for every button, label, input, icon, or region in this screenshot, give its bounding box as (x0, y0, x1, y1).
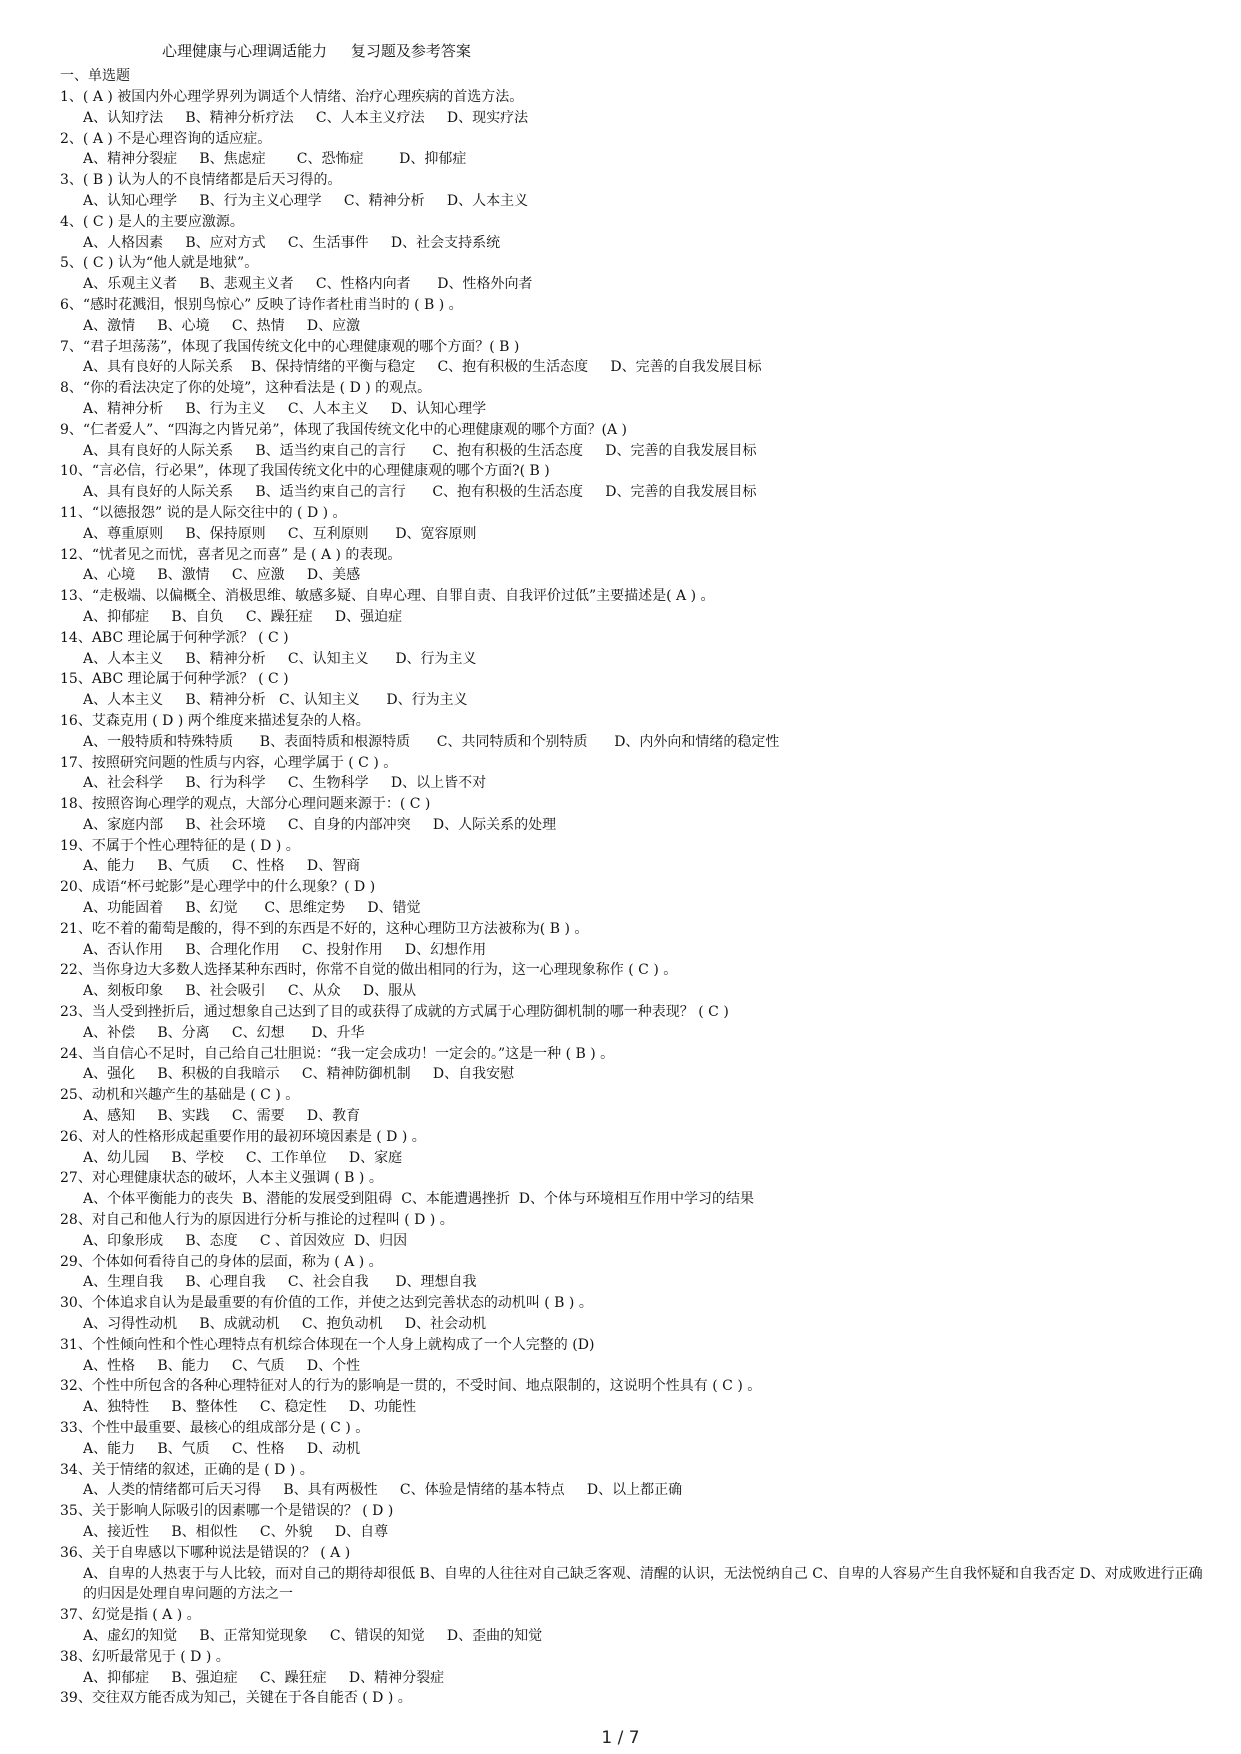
question-text: 36、关于自卑感以下哪种说法是错误的？ ( A ) (60, 1544, 351, 1561)
question-text: 20、成语“杯弓蛇影”是心理学中的什么现象？( D ) (60, 879, 376, 896)
question-text: 31、个性倾向性和个性心理特点有机综合体现在一个人身上就构成了一个人完整的 (D) (60, 1336, 595, 1353)
question-item (60, 1293, 1210, 1335)
question-item (60, 420, 1210, 462)
answer-options: A、抑郁症 B、自负 C、躁狂症 D、强迫症 (83, 608, 403, 625)
question-text: 32、个性中所包含的各种心理特征对人的行为的影响是一贯的，不受时间、地点限制的，这说明个性具有 ( C ) 。 (60, 1378, 762, 1395)
question-text: 23、当人受到挫折后，通过想象自己达到了目的或获得了成就的方式属于心理防御机制的哪一种表现？ ( C ) (60, 1004, 729, 1021)
question-text: 37、幻觉是指 ( A ) 。 (60, 1607, 201, 1624)
question-text: 15、ABC 理论属于何种学派？ ( C ) (60, 671, 289, 688)
answer-options: A、认知疗法 B、精神分析疗法 C、人本主义疗法 D、现实疗法 (83, 109, 529, 126)
answer-options: A、功能固着 B、幻觉 C、思维定势 D、错觉 (83, 900, 421, 917)
question-item (60, 170, 1210, 212)
answer-options: A、具有良好的人际关系 B、适当约束自己的言行 C、抱有积极的生活态度 D、完善的自我发展目标 (83, 484, 757, 501)
answer-options: A、否认作用 B、合理化作用 C、投射作用 D、幻想作用 (83, 941, 487, 958)
question-item (60, 960, 1210, 1002)
question-text: 1、( A ) 被国内外心理学界列为调适个人情绪、治疗心理疾病的首选方法。 (60, 89, 524, 105)
question-text: 39、交往双方能否成为知己，关键在于各自能否 ( D ) 。 (60, 1690, 412, 1707)
question-text: 19、不属于个性心理特征的是 ( D ) 。 (60, 837, 300, 854)
question-text: 17、按照研究问题的性质与内容，心理学属于 ( C ) 。 (60, 754, 398, 771)
question-text: 4、( C ) 是人的主要应激源。 (60, 213, 244, 230)
question-item (60, 1335, 1210, 1377)
answer-options: A、人本主义 B、精神分析 C、认知主义 D、行为主义 (83, 692, 468, 709)
question-item (60, 1605, 1210, 1647)
question-item (60, 1376, 1210, 1418)
answer-options: A、具有良好的人际关系 B、适当约束自己的言行 C、抱有积极的生活态度 D、完善的自我发展目标 (83, 442, 757, 459)
question-item (60, 1168, 1210, 1210)
answer-options: A、乐观主义者 B、悲观主义者 C、性格内向者 D、性格外向者 (83, 276, 533, 293)
answer-options: A、一般特质和特殊特质 B、表面特质和根源特质 C、共同特质和个别特质 D、内外向和情绪的稳定性 (83, 733, 780, 750)
question-item (60, 628, 1210, 670)
question-item (60, 295, 1210, 337)
question-text: 21、吃不着的葡萄是酸的，得不到的东西是不好的，这种心理防卫方法被称为( B ) 。 (60, 920, 589, 937)
answer-options: A、社会科学 B、行为科学 C、生物科学 D、以上皆不对 (83, 775, 487, 792)
answer-options: A、自卑的人热衷于与人比较，而对自己的期待却很低 B、自卑的人往往对自己缺乏客观、清醒的认识，无法悦纳自己 C、自卑的人容易产生自我怀疑和自我否定 D、对成败进行正确的归因是处理自卑问题的方法之一 (83, 1565, 1203, 1603)
question-list (60, 87, 1210, 1709)
question-text: 9、“仁者爱人”、“四海之内皆兄弟”，体现了我国传统文化中的心理健康观的哪个方面？(A ) (60, 421, 628, 438)
answer-options: A、幼儿园 B、学校 C、工作单位 D、家庭 (83, 1149, 403, 1166)
answer-options: A、能力 B、气质 C、性格 D、动机 (83, 1440, 361, 1457)
question-item (60, 1418, 1210, 1460)
question-text: 35、关于影响人际吸引的因素哪一个是错误的？ ( D ) (60, 1503, 394, 1520)
answer-options: A、精神分裂症 B、焦虑症 C、恐怖症 D、抑郁症 (83, 151, 467, 168)
answer-options: A、强化 B、积极的自我暗示 C、精神防御机制 D、自我安慰 (83, 1066, 515, 1083)
answer-options: A、生理自我 B、心理自我 C、社会自我 D、理想自我 (83, 1274, 477, 1291)
answer-options: A、虚幻的知觉 B、正常知觉现象 C、错误的知觉 D、歪曲的知觉 (83, 1627, 543, 1644)
question-item (60, 129, 1210, 171)
answer-options: A、印象形成 B、态度 C 、首因效应 D、归因 (83, 1232, 408, 1249)
question-item (60, 836, 1210, 878)
answer-options: A、感知 B、实践 C、需要 D、教育 (83, 1108, 361, 1125)
question-item (60, 1252, 1210, 1294)
question-text: 10、“言必信，行必果”，体现了我国传统文化中的心理健康观的哪个方面?( B ) (60, 463, 550, 480)
question-item (60, 919, 1210, 961)
answer-options: A、精神分析 B、行为主义 C、人本主义 D、认知心理学 (83, 400, 487, 417)
answer-options: A、刻板印象 B、社会吸引 C、从众 D、服从 (83, 983, 417, 1000)
answer-options: A、心境 B、激情 C、应激 D、美感 (83, 567, 361, 584)
question-item (60, 87, 1210, 129)
answer-options: A、激情 B、心境 C、热情 D、应激 (83, 317, 361, 334)
question-item (60, 794, 1210, 836)
question-item (60, 1127, 1210, 1169)
question-text: 14、ABC 理论属于何种学派？ ( C ) (60, 629, 289, 646)
document-title: 心理健康与心理调适能力 复习题及参考答案 (162, 42, 471, 60)
question-text: 13、“走极端、以偏概全、消极思维、敏感多疑、自卑心理、自罪自责、自我评价过低”主要描述是( A ) 。 (60, 588, 715, 605)
question-item (60, 337, 1210, 379)
answer-options: A、接近性 B、相似性 C、外貌 D、自尊 (83, 1523, 389, 1540)
question-item (60, 1543, 1210, 1605)
question-item (60, 1044, 1210, 1086)
question-text: 25、动机和兴趣产生的基础是 ( C ) 。 (60, 1087, 300, 1104)
section-heading: 一、单选题 (60, 68, 130, 84)
question-text: 27、对心理健康状态的破坏，人本主义强调 ( B ) 。 (60, 1170, 383, 1187)
question-item (60, 1210, 1210, 1252)
answer-options: A、能力 B、气质 C、性格 D、智商 (83, 858, 361, 875)
question-item (60, 1688, 1210, 1709)
answer-options: A、性格 B、能力 C、气质 D、个性 (83, 1357, 361, 1374)
question-item (60, 1647, 1210, 1689)
question-item (60, 586, 1210, 628)
answer-options: A、尊重原则 B、保持原则 C、互利原则 D、宽容原则 (83, 525, 477, 542)
question-item (60, 1085, 1210, 1127)
answer-options: A、个体平衡能力的丧失 B、潜能的发展受到阻碍 C、本能遭遇挫折 D、个体与环境相互作用中学习的结果 (83, 1191, 755, 1208)
answer-options: A、认知心理学 B、行为主义心理学 C、精神分析 D、人本主义 (83, 192, 529, 209)
question-text: 2、( A ) 不是心理咨询的适应症。 (60, 130, 272, 147)
question-text: 33、个性中最重要、最核心的组成部分是 ( C ) 。 (60, 1420, 370, 1436)
question-text: 18、按照咨询心理学的观点，大部分心理问题来源于：( C ) (60, 796, 431, 813)
question-text: 29、个体如何看待自己的身体的层面，称为 ( A ) 。 (60, 1253, 383, 1270)
document-page (60, 36, 1210, 1709)
question-text: 6、“感时花溅泪，恨别鸟惊心” 反映了诗作者杜甫当时的 ( B ) 。 (60, 296, 463, 313)
question-text: 11、“以德报怨” 说的是人际交往中的 ( D ) 。 (60, 504, 347, 521)
answer-options: A、习得性动机 B、成就动机 C、抱负动机 D、社会动机 (83, 1316, 487, 1333)
question-item (60, 1002, 1210, 1044)
question-item (60, 1460, 1210, 1502)
question-item (60, 503, 1210, 545)
question-item (60, 753, 1210, 795)
question-text: 26、对人的性格形成起重要作用的最初环境因素是 ( D ) 。 (60, 1128, 426, 1145)
question-text: 34、关于情绪的叙述，正确的是 ( D ) 。 (60, 1461, 314, 1478)
question-item (60, 461, 1210, 503)
question-item (60, 669, 1210, 711)
question-text: 8、“你的看法决定了你的处境”，这种看法是 ( D ) 的观点。 (60, 380, 432, 397)
answer-options: A、补偿 B、分离 C、幻想 D、升华 (83, 1024, 365, 1041)
question-text: 38、幻听最常见于 ( D ) 。 (60, 1648, 230, 1665)
answer-options: A、人本主义 B、精神分析 C、认知主义 D、行为主义 (83, 650, 477, 667)
question-item (60, 212, 1210, 254)
question-text: 22、当你身边大多数人选择某种东西时，你常不自觉的做出相同的行为，这一心理现象称作 ( C ) 。 (60, 962, 678, 979)
answer-options: A、具有良好的人际关系 B、保持情绪的平衡与稳定 C、抱有积极的生活态度 D、完善的自我发展目标 (83, 359, 762, 376)
question-text: 7、“君子坦荡荡”，体现了我国传统文化中的心理健康观的哪个方面？( B ) (60, 338, 520, 355)
question-text: 12、“忧者见之而忧，喜者见之而喜” 是 ( A ) 的表现。 (60, 546, 402, 563)
question-text: 30、个体追求自认为是最重要的有价值的工作，并使之达到完善状态的动机叫 ( B ) 。 (60, 1295, 593, 1312)
question-text: 16、艾森克用 ( D ) 两个维度来描述复杂的人格。 (60, 712, 370, 729)
answer-options: A、人类的情绪都可后天习得 B、具有两极性 C、体验是情绪的基本特点 D、以上都正确 (83, 1482, 683, 1499)
question-item (60, 711, 1210, 753)
page-number: 1 / 7 (601, 1728, 640, 1748)
answer-options: A、家庭内部 B、社会环境 C、自身的内部冲突 D、人际关系的处理 (83, 816, 557, 833)
question-item (60, 253, 1210, 295)
question-item (60, 545, 1210, 587)
question-text: 5、( C ) 认为“他人就是地狱”。 (60, 255, 259, 272)
answer-options: A、人格因素 B、应对方式 C、生活事件 D、社会支持系统 (83, 234, 501, 251)
question-item (60, 378, 1210, 420)
question-item (60, 1501, 1210, 1543)
question-text: 28、对自己和他人行为的原因进行分析与推论的过程叫 ( D ) 。 (60, 1212, 454, 1229)
question-text: 24、当自信心不足时，自己给自己壮胆说：“我一定会成功！一定会的。”这是一种 ( B ) 。 (60, 1045, 615, 1062)
answer-options: A、独特性 B、整体性 C、稳定性 D、功能性 (83, 1399, 417, 1416)
question-text: 3、( B ) 认为人的不良情绪都是后天习得的。 (60, 172, 342, 189)
answer-options: A、抑郁症 B、强迫症 C、躁狂症 D、精神分裂症 (83, 1669, 445, 1686)
question-item (60, 877, 1210, 919)
